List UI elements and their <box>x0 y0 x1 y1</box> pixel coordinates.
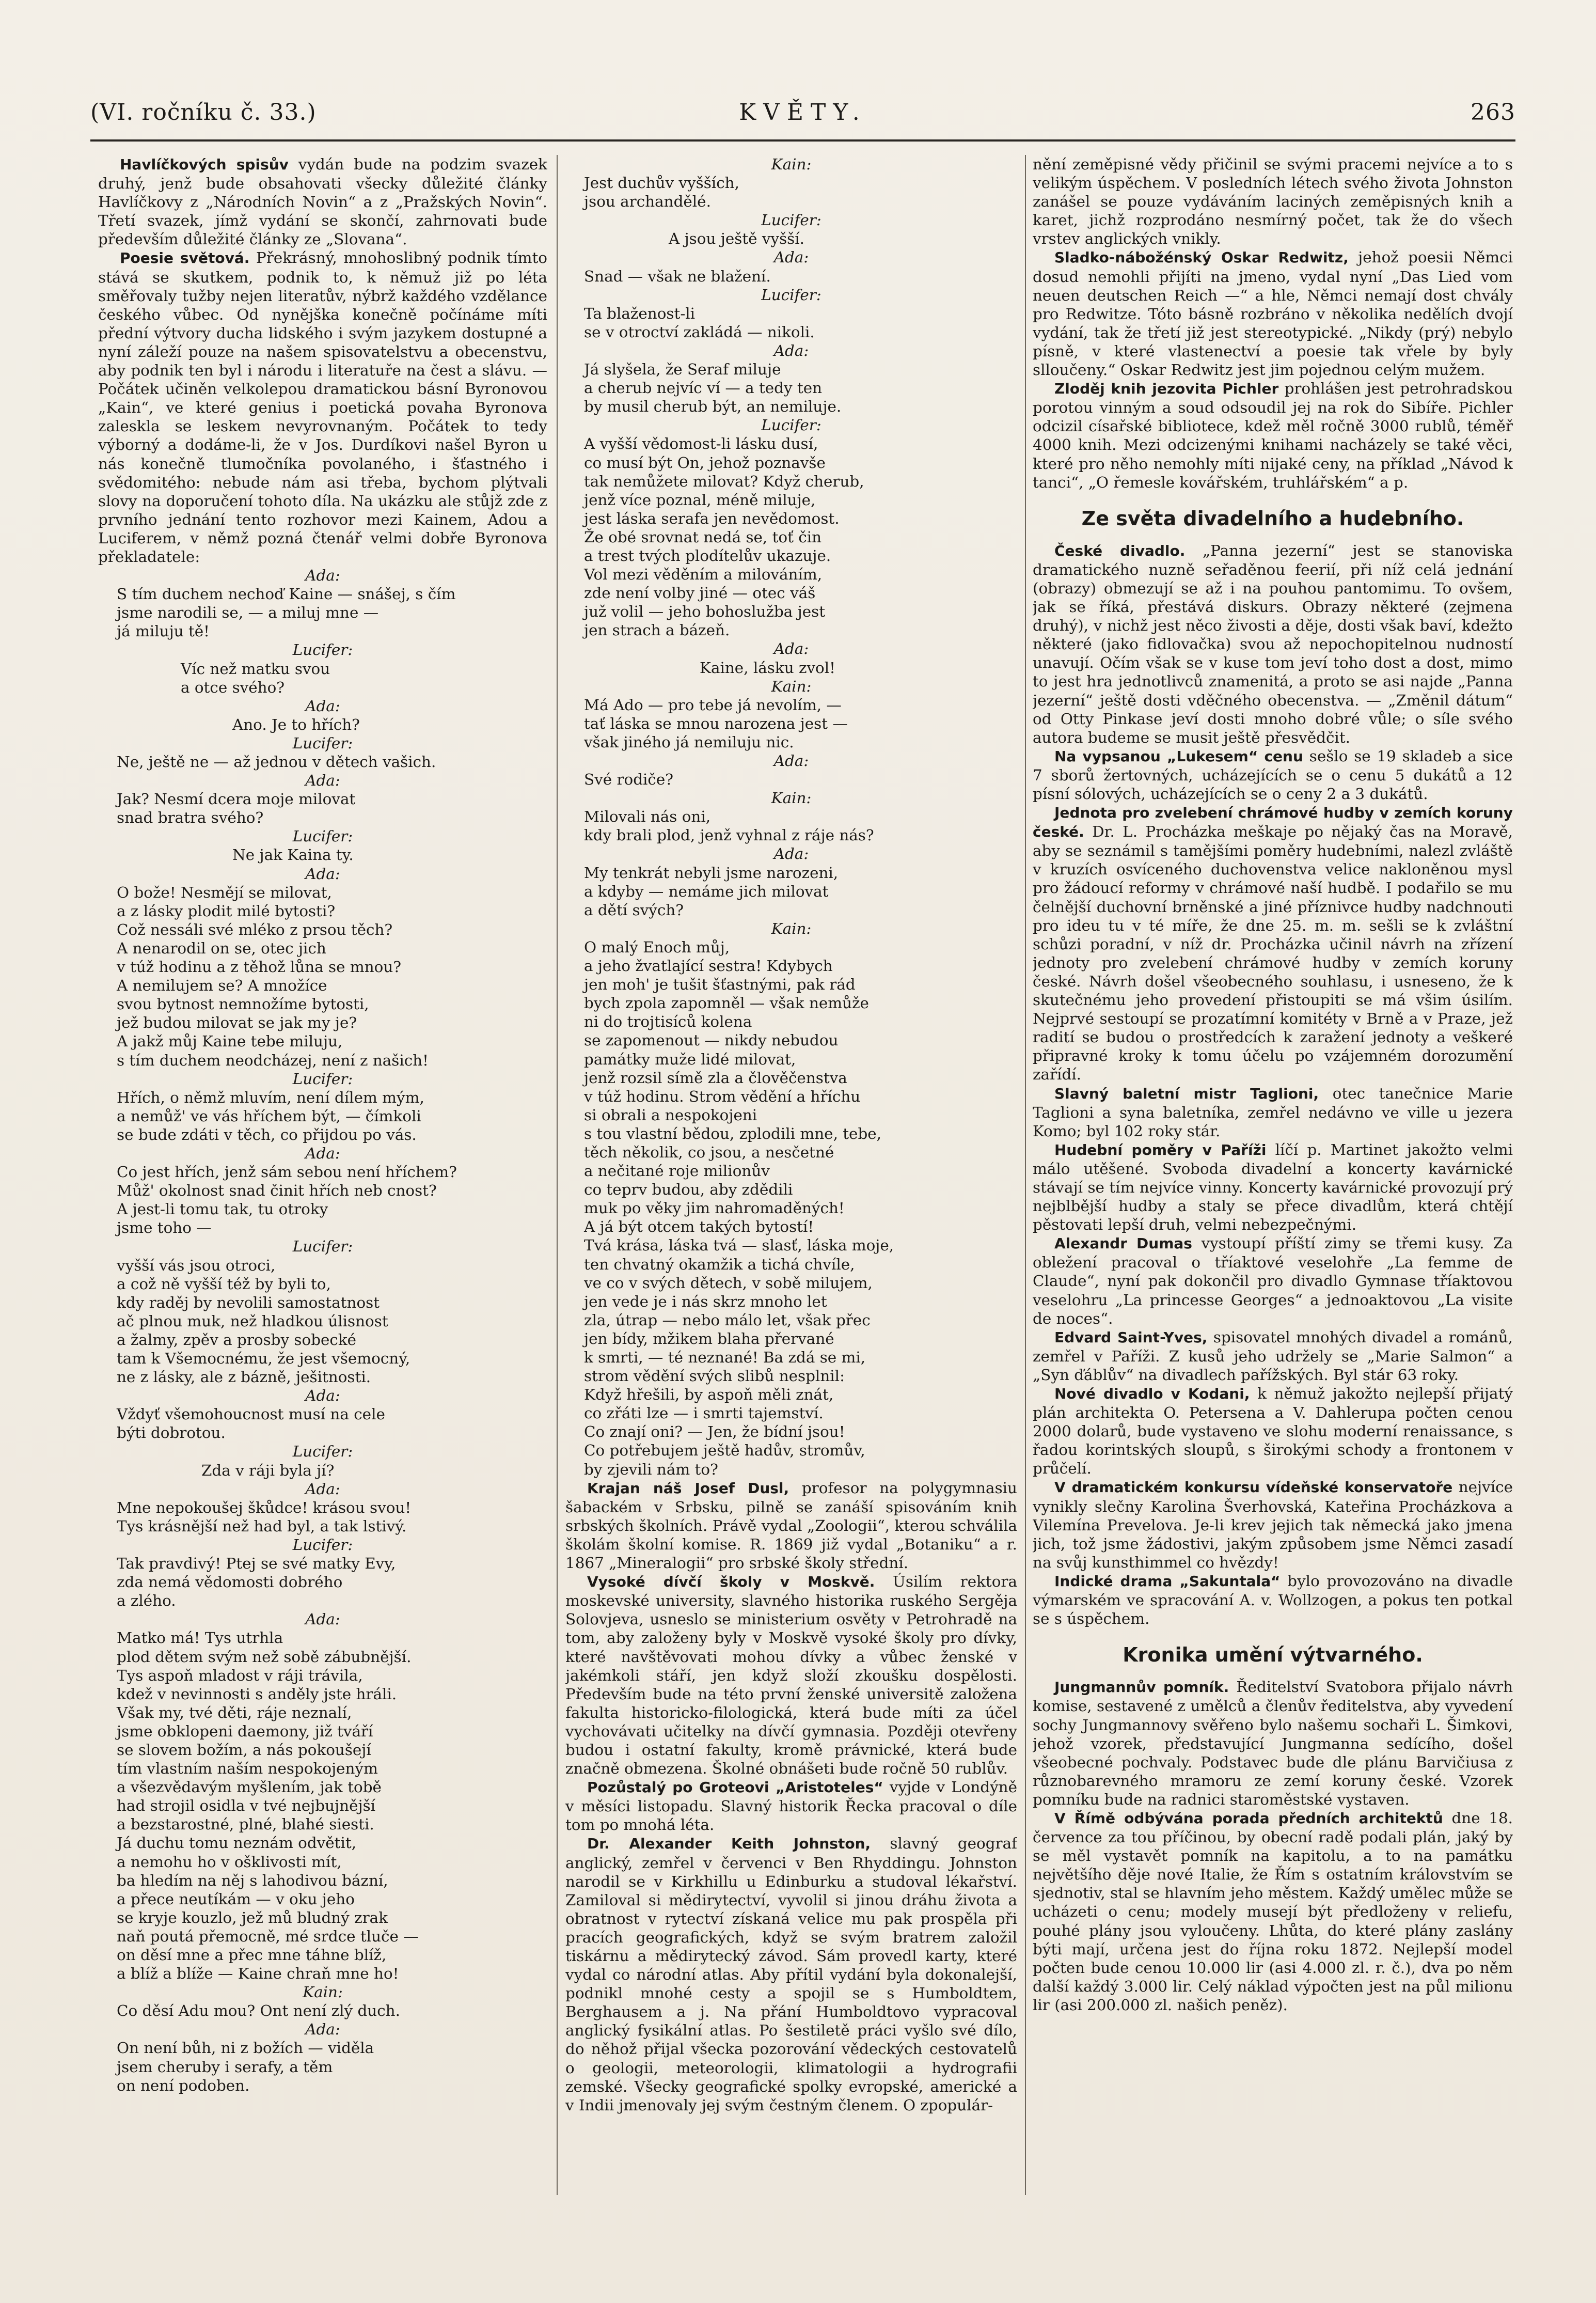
speaker-label: Ada: <box>773 640 809 658</box>
verse-block: Vždyť všemohoucnost musí na cele býti dobrotou. <box>117 1405 385 1442</box>
verse-block: O malý Enoch můj, a jeho žvatlající sestra! Kdybych jen moh' je tušit šťastnými, pak rád bych zpola zapomněl — však nemůže ni do trojtisíců kolena se zapomenout — nikdy nebudou památky muže lidé milovat, jenž rozsil símě zla a člověčenstva v túž hodinu. Strom vědění a hříchu si obrali a nespokojeni s tou vlastní bědou, zplodili mne, tebe, těch několik, co jsou, a nesčetné a nečitané roje milionův co teprv budou, aby zdědili muk po věky jim nahromaděných! A já být otcem takých bytostí! Tvá krása, láska tvá — slasť, láska moje, ten chvatný okamžik a tichá chvíle, ve co v svých dětech, v sobě milujem, jen vede je i nás skrz mnoho let zla, útrap — nebo málo let, však přec jen bídy, mžikem blaha přervané k smrti, — té neznané! Ba zdá se mi, strom vědění svých slibů nesplnil: Když hřešili, by aspoň měli znát, co zřáti lze — i smrti tajemství. Co znají oni? — Jen, že bídní jsou! Co potřebujem ještě hadův, stromův, by zjevili nám to? <box>584 938 894 1478</box>
article-saint-yves: Edvard Saint-Yves, spisovatel mnohých divadel a románů, zemřel v Paříži. Z kusů jeho udržely se „Marie Salmon“ a „Syn ďáblův“ na divadlech pařížských. Byl stár 63 roky. <box>1033 1328 1513 1384</box>
verse-block: Jest duchův vyšších, jsou archandělé. <box>584 174 739 211</box>
speaker-label: Lucifer: <box>292 1536 353 1554</box>
article-grote-aristoteles: Pozůstalý po Groteovi „Aristoteles“ vyjde v Londýně v měsíci listopadu. Slavný historik Řecka pracoval o díle tom po mnohá léta. <box>565 1778 1017 1834</box>
article-paris-music: Hudební poměry v Paříži líčí p. Martinet jakožto velmi málo utěšené. Svoboda divadelní a koncerty kavárnické stávají se tím nejvíce vinny. Koncerty kavárnické provozují prý nejblbější hudby a staly se přece divadlům, která chtějí pěstovati lepší druh, velmi nebezpečnými. <box>1033 1140 1513 1234</box>
verse-block: Jak? Nesmí dcera moje milovat snad bratra svého? <box>117 790 356 827</box>
verse-block: Zda v ráji byla jí? <box>201 1461 335 1479</box>
verse-block: S tím duchem nechoď Kaine — snášej, s čím jsme narodili se, — a miluj mne — já miluju tě! <box>117 585 456 640</box>
speaker-label: Kain: <box>771 155 812 173</box>
article-jungmann-monument: Jungmannův pomník. Ředitelství Svatobora přijalo návrh komise, sestavené z umělců a členův ředitelstva, aby vyvedení sochy Jungmannovy svěřeno bylo našemu sochaři L. Šimkovi, jehož vzorek, představující Jungmanna sedícího, došel všeobecné pochvaly. Podstavec bude dle plánu Barvičiusa z různobarevného mramoru ze zemí koruny české. Vzorek pomníku bude na radnici staroměstské vystaven. <box>1033 1678 1513 1808</box>
speaker-label: Kain: <box>771 677 812 695</box>
speaker-label: Lucifer: <box>292 641 353 659</box>
column-1 <box>98 155 547 2200</box>
verse-block: Ta blaženost-li se v otroctví zakládá — nikoli. <box>584 304 815 341</box>
article-josef-dusl: Krajan náš Josef Dusl, profesor na polygymnasiu šabackém v Srbsku, pilně se zanáší spisováním knih srbských školních. Právě vydal „Zoologii“, kterou schválila školám školní komise. R. 1869 již vydal „Botaniku“ a r. 1867 „Mineralogii“ pro srbské školy střední. <box>565 1479 1017 1572</box>
journal-title: KVĚTY. <box>739 99 867 126</box>
verse-block: Tak pravdivý! Ptej se své matky Evy, zda nemá vědomosti dobrého a zlého. <box>117 1555 396 1610</box>
speaker-label: Ada: <box>305 865 340 883</box>
verse-block: O bože! Nesmějí se milovat, a z lásky plodit milé bytosti? Což nessáli své mléko z prsou těch? A nenarodil on se, otec jich v túž hodinu a z těhož lůna se mnou? A nemilujem se? A množíce svou bytnost nemnožíme bytosti, jež budou milovat se jak my je? A jakž můj Kaine tebe miluju, s tím duchem neodcházej, není z našich! <box>117 883 429 1069</box>
speaker-label: Ada: <box>305 697 340 715</box>
verse-block: Ne, ještě ne — až jednou v dětech vašich. <box>117 753 436 771</box>
verse-block: Matko má! Tys utrhla plod dětem svým než sobě zábubnější. Tys aspoň mladost v ráji trávila, kdež v nevinnosti s anděly jste hráli. Však my, tvé děti, ráje neznalí, jsme obklopeni daemony, již tváří se slovem božím, a nás pokoušejí tím vlastním naším nespokojeným a všezvědavým myšlením, jak tobě had strojil osidla v tvé nejbujnější a bezstarostné, plné, blahé siesti. Já duchu tomu neznám odvětit, a nemohu ho v ošklivosti mít, ba hledím na něj s lahodivou bázní, a přece neutíkám — v oku jeho se kryje kouzlo, jež mů bludný zrak naň poutá přemocně, mé srdce tluče — on děsí mne a přec mne táhne blíž, a blíž a blíže — Kaine chraň mne ho! <box>117 1629 419 1983</box>
verse-block: My tenkrát nebyli jsme narozeni, a kdyby — nemáme jich milovat a dětí svých? <box>584 864 839 919</box>
verse-block: A jsou ještě vyšší. <box>669 230 804 248</box>
verse-block: Víc než matku svou a otce svého? <box>181 660 330 696</box>
speaker-label: Ada: <box>773 248 809 267</box>
verse-block: Své rodiče? <box>584 771 674 789</box>
article-church-music-union: Jednota pro zvelebení chrámové hudby v zemích koruny české. Dr. L. Procházka meškaje po nějaký čas na Moravě, aby se seznámil s tamějšími poměry hudebními, nalezl zvláště v kruzích osvíceného duchovenstva velice nakloněnou mysl pro žádoucí reformy v chrámové naší hudbě. I podařilo se mu čelnější duchovní brněnské a jiné příznivce hudby nadchnouti pro ideu tu v té míře, že dne 25. m. m. sešli se k zvláštní schůzi poradní, v níž dr. Procházka učinil návrh na zřízení jednoty pro zvelebení chrámové hudby v zemích koruny české. Návrh došel všeobecného souhlasu, i usneseno, že k skutečnému jeho provedení přistoupiti se má všim úsilím. Nejprvé sestoupí se prozatímní komitéty v Brně a v Praze, jež radití se budou o prostředcích k zaražení jednoty a veškeré připravné kroky k tomu účelu po vzájemném dorozumění zařídí. <box>1033 804 1513 1084</box>
verse-block: Má Ado — pro tebe já nevolím, — tať láska se mnou narozena jest — však jiného já nemiluju nic. <box>584 696 848 751</box>
article-johnston: Dr. Alexander Keith Johnston, slavný geograf anglický, zemřel v červenci v Ben Rhyddingu. Johnston narodil se v Kirkhillu u Edinburku a studoval lékařství. Zamiloval si mědirytectví, vyvolil si jinou dráhu života a obratnost v rytectví získaná velice mu pak prospěla při pracích geografických, když se svým bratrem založil tiskárnu a mědirytecký závod. Sám provedl karty, které vydal co národní atlas. Aby přítil vydání byla dokonalejší, podnikl mnohé cesty a spojil se s Humboldtem, Berghausem a j. Na přání Humboldtovo vypracoval anglický fysikální atlas. Po šestiletě práci vyšlo své dílo, do něhož přijal všecka pozorování vědeckých cestovatelů o geologii, meteorologii, klimatologii a hydrografii zemské. Všecky geografické spolky evropské, americké a v Indii jmenovaly jej svým čestným členem. O zpopulár- <box>565 1835 1017 2114</box>
page-number: 263 <box>1471 99 1515 126</box>
verse-block: Ne jak Kaina ty. <box>232 846 354 864</box>
volume-number: (VI. ročníku č. 33.) <box>90 99 317 126</box>
verse-block: On není bůh, ni z božích — viděla jsem cheruby i serafy, a těm on není podoben. <box>117 2039 374 2094</box>
column-2 <box>565 155 1017 2200</box>
article-vienna-conservatory: V dramatickém konkursu vídeňské konservatoře nejvíce vynikly slečny Karolina Šverhovská, Kateřina Procházkova a Vilemína Prevelova. Je-li krev jejich tak německá jako jmena jich, tož jsme žádostivi, jakým způsobem jsme Němci zasadí na svůj kunsthimmel co hvězdy! <box>1033 1478 1513 1571</box>
article-dumas: Alexandr Dumas vystoupí příští zimy se třemi kusy. Za obležení pracoval o tříaktové veselohře „La femme de Claude“, nyní pak dokončil pro divadlo Gymnase tříaktovou veselohru „La princesse Georges“ a jednoaktovou „La visite de noces“. <box>1033 1234 1513 1327</box>
article-sakuntala: Indické drama „Sakuntala“ bylo provozováno na divadle výmarském ve spracování A. v. Wollzogen, a pokus ten potkal se s úspěchem. <box>1033 1572 1513 1628</box>
article-ceske-divadlo: České divadlo. „Panna jezerní“ jest se stanoviska dramatického nuzně seřaděnou feerií, při níž celá jednání (obrazy) obmezují se až i na pouhou pantomimu. To ovšem, jak se říká, přestává diskurs. Obrazy některé (zejmena druhý), v nichž jest něco živosti a děje, dosti však baví, kdežto některé (jako fidlovačka) svou až nepochopitelnou nudností unavují. Očím však se v kuse tom jeví toho dost a dost, mimo to jest hra jednotlivců znamenitá, a proto se asi najde „Panna jezerní“ ještě dosti vděčného obecenstva. — „Změnil dátum“ od Otty Pinkase jeví dosti mnoho dobré vůle; o síle svého autora budeme se musit ještě přesvědčit. <box>1033 541 1513 746</box>
speaker-label: Kain: <box>771 789 812 807</box>
speaker-label: Ada: <box>305 772 340 790</box>
speaker-label: Lucifer: <box>292 827 353 845</box>
speaker-label: Lucifer: <box>292 1443 353 1461</box>
article-johnston-continued: nění zeměpisné vědy přičinil se svými pracemi nejvíce a to s velikým úspěchem. V posledních létech svého života Johnston zanášel se pouze vydáváním laciných zeměpisných knih a karet, jichž rozprodáno nesmírný počet, tak že do všech vrstev anglických vnikly. <box>1033 155 1513 248</box>
verse-block: Co jest hřích, jenž sám sebou není hříchem? Můž' okolnost snad činit hřích neb cnost? A jest-li tomu tak, tu otroky jsme toho — <box>117 1163 457 1237</box>
verse-block: vyšší vás jsou otroci, a což ně vyšší též by byli to, kdy raděj by nevolili samostatnost ač plnou muk, než hladkou úlisnost a žalmy, zpěv a prosby sobecké tam k Všemocnému, že jest všemocný, ne z lásky, ale z bázně, ješitnosti. <box>117 1256 410 1386</box>
article-redwitz: Sladko-nábožénský Oskar Redwitz, jehož poesii Němci dosud nemohli přijíti na jmeno, vydal nyní „Das Lied vom neuen deutschen Reich —“ a hle, Němci nemají dost chvály pro Redwitze. Tóto básně rozbráno v několika nedělích dvojí vydání, tak že třetí již jest stereotypické. „Nikdy (prý) nebylo písně, v které vlastenectví a poesie tak vřele by byly slloučeny.“ Oskar Redwitz jest jim pojednou celým mužem. <box>1033 248 1513 379</box>
speaker-label: Ada: <box>305 1610 340 1628</box>
article-moscow-girls-schools: Vysoké dívčí školy v Moskvě. Úsilím rektora moskevské university, slavného historika ruského Sergěja Solovjeva, usneslo se ministerium osvěty v Petrohradě na tom, aby založeny byly v Moskvě vysoké školy pro dívky, které navštěvovati mohou dívky a vůbec ženské v jakémkoli stáří, jen když složí zkoušku dospělosti. Především bude na této první ženské universitě založena fakulta historicko-filologická, která bude míti za účel vychovávati učitelky na dívčí gymnasia. Později otevřeny budou i ostatní fakulty, kromě právnické, která bude značně obmezena. Školné obnášeti bude ročně 50 rublův. <box>565 1573 1017 1778</box>
speaker-label: Ada: <box>773 341 809 359</box>
speaker-label: Lucifer: <box>292 1237 353 1256</box>
column-divider <box>1025 155 1026 2195</box>
speaker-label: Ada: <box>305 2020 340 2039</box>
verse-block: Milovali nás oni, kdy brali plod, jenž vyhnal z ráje nás? <box>584 808 874 844</box>
speaker-label: Lucifer: <box>761 211 821 229</box>
speaker-label: Lucifer: <box>292 1070 353 1088</box>
speaker-label: Ada: <box>773 752 809 770</box>
verse-block: Snad — však ne blažení. <box>584 267 771 285</box>
speaker-label: Kain: <box>771 919 812 937</box>
section-heading-theatre-music: Ze světa divadelního a hudebního. <box>1081 507 1464 530</box>
verse-block: Mne nepokoušej škůdce! krásou svou! Tys krásnější než had byl, a tak lstivý. <box>117 1498 412 1535</box>
header-rule <box>90 139 1515 142</box>
speaker-label: Lucifer: <box>761 286 821 304</box>
verse-block: Co děsí Adu mou? Ont není zlý duch. <box>117 2002 400 2020</box>
article-pichler: Zloděj knih jezovita Pichler prohlášen jest petrohradskou porotou vinným a soud odsoudil jej na rok do Sibíře. Pichler odcizil císařské bibliotece, kdež měl ročně 3000 rublů, téměř 4000 knih. Mezi odcizenými knihami nacházely se také věci, které pro něho nemohly míti nijaké ceny, na příklad „Návod k tanci“, „O řemesle kovářském, truhlářském“ a p. <box>1033 380 1513 491</box>
speaker-label: Ada: <box>305 1387 340 1405</box>
speaker-label: Lucifer: <box>761 416 821 434</box>
article-poesie-svetova: Poesie světová. Překrásný, mnohoslibný podnik tímto stává se skutkem, podnik to, k němuž již po léta směřovaly tužby nejen literatův, nýbrž každého vzdělance českého vůbec. Od nynějška konečně počínáme míti přední výtvory ducha lidského i svým jazykem dostupné a nyní záleží pouze na našem spisovatelstvu a obecenstvu, aby podnik ten byl i národu i literatuře na čest a slávu. — Počátek učiněn velkolepou dramatickou básní Byronovou „Kain“, ve které genius i poetická povaha Byronova zaleskla se leskem nevyrovnaným. Počátek to tedy výborný a dodáme-li, že v Jos. Durdíkovi našel Byron u nás konečně tlumočníka povolaného, i šťastného i svědomitého: nebude nám asi třeba, bychom plýtvali slovy na doporučení tohoto díla. Na ukázku ale stůjž zde z prvního jednání tento rozhovor mezi Kainem, Adou a Luciferem, v němž pozná čtenář velmi dobře Byronova překladatele: <box>98 249 547 566</box>
article-taglioni: Slavný baletní mistr Taglioni, otec tanečnice Marie Taglioni a syna baletníka, zemřel nedávno ve ville u jezera Komo; byl 102 roky stár. <box>1033 1084 1513 1140</box>
speaker-label: Ada: <box>305 567 340 585</box>
article-lukes-prize: Na vypsanou „Lukesem“ cenu sešlo se 19 skladeb a sice 7 sborů žertovných, ucházejících se o cenu 5 dukátů a 12 písní sólových, ucházejících se o ceny 2 a 3 dukátů. <box>1033 747 1513 803</box>
speaker-label: Ada: <box>305 1144 340 1162</box>
verse-block: Hřích, o němž mluvím, není dílem mým, a nemůž' ve vás hříchem být, — čímkoli se bude zdáti v těch, co přijdou po vás. <box>117 1088 424 1143</box>
column-3 <box>1033 155 1513 2200</box>
speaker-label: Kain: <box>303 1983 343 2001</box>
section-heading-fine-arts: Kronika umění výtvarného. <box>1123 1643 1423 1667</box>
verse-block: Já slyšela, že Seraf miluje a cherub nejvíc ví — a tedy ten by musil cherub být, an nemiluje. <box>584 361 842 416</box>
verse-block: A vyšší vědomost-li lásku dusí, co musí být On, jehož poznavše tak nemůžete milovat? Když cherub, jenž více poznal, méně miluje, jest láska serafa jen nevědomost. Že obé srovnat nedá se, toť čin a trest tvých plodítelův ukazuje. Vol mezi věděním a milováním, zde není volby jiné — otec váš juž volil — jeho bohoslužba jest jen strach a bázeň. <box>584 435 864 639</box>
column-divider <box>557 155 558 2195</box>
page-header <box>90 99 1515 135</box>
article-copenhagen-theatre: Nové divadlo v Kodani, k němuž jakožto nejlepší přijatý plán architekta O. Petersena a V. Dahlerupa počten cenou 2000 dolarů, bude vystaveno ve slohu moderní renaissance, s řadou korintských sloupů, s širokými schody a frontonem v průčelí. <box>1033 1385 1513 1478</box>
speaker-label: Ada: <box>773 845 809 863</box>
article-havlicek: Havlíčkových spisův vydán bude na podzim svazek druhý, jenž bude obsahovati všecky důležité články Havlíčkovy z „Národních Novin“ a z „Pražských Novin“. Třetí svazek, jímž vydání se skončí, zahrnovati bude především důležité články ze „Slovana“. <box>98 155 547 248</box>
article-rome-architects: V Římě odbývána porada předních architektů dne 18. července za tou příčinou, by obecní radě podali plán, jaký by se měl vystavět pomník na kapitolu, a to na památku největšího děje nové Italie, že Řím s ostatním královstvím se sjednotiv, stal se hlavním jeho městem. Každý umělec může se ucházeti o cenu; modely musejí být předloženy v reliefu, pouhé plány jsou vyloučeny. Lhůta, do které plány zaslány býti mají, určena jest do října roku 1872. Nejlepší model počten bude cenou 10.000 lir (asi 4.000 zl. r. č.), dva po něm další každý 3.000 lir. Celý náklad výpočten jest na půl milionu lir (asi 200.000 zl. našich peněz). <box>1033 1809 1513 2014</box>
speaker-label: Lucifer: <box>292 734 353 752</box>
speaker-label: Ada: <box>305 1480 340 1498</box>
verse-block: Ano. Je to hřích? <box>232 715 360 733</box>
verse-block: Kaine, lásku zvol! <box>700 659 835 677</box>
